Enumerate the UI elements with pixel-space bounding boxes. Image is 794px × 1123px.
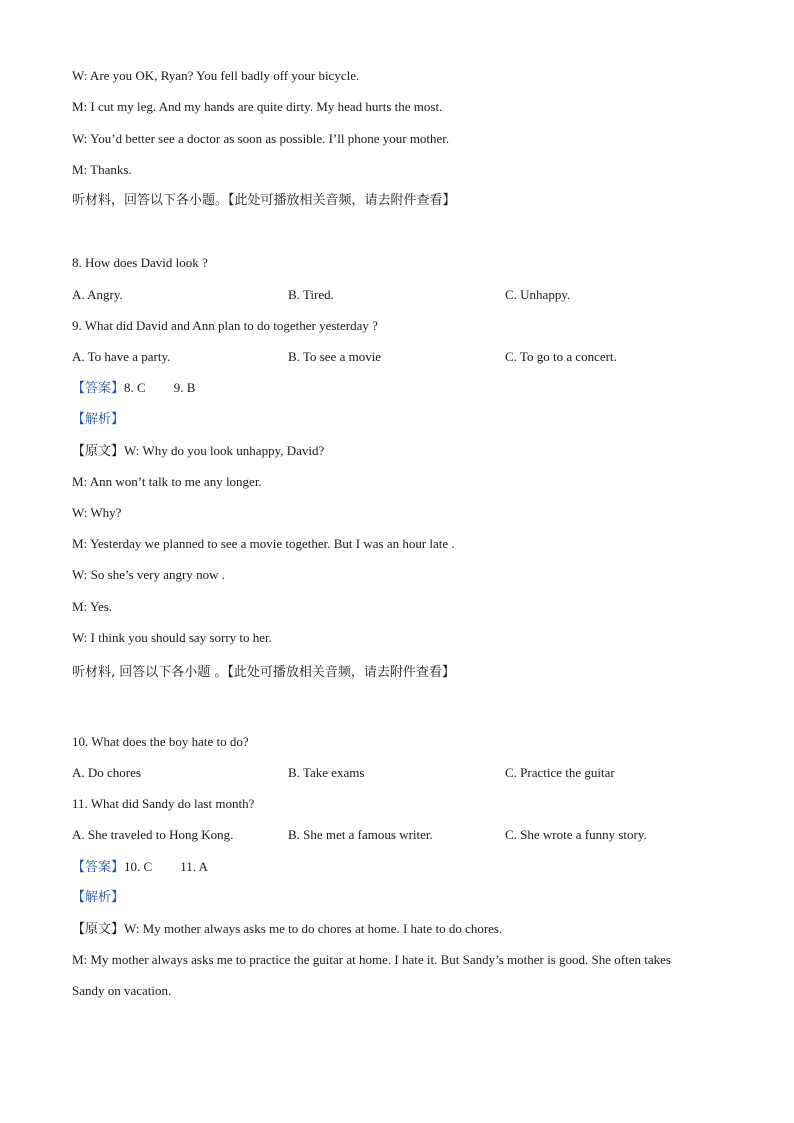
- q11-option-c: C. She wrote a funny story.: [505, 827, 647, 842]
- q9-option-b: B. To see a movie: [288, 349, 382, 364]
- dialogue-line: Sandy on vacation.: [72, 983, 172, 998]
- original-tag: 【原文】: [72, 922, 125, 937]
- dialogue-line: M: Yes.: [72, 599, 113, 614]
- q11-option-a: A. She traveled to Hong Kong.: [72, 827, 234, 842]
- answer-value: 11. A: [180, 859, 208, 874]
- question-11: 11. What did Sandy do last month?: [72, 796, 255, 811]
- dialogue-line: W: I think you should say sorry to her.: [72, 630, 272, 645]
- answer-row: [72, 859, 208, 876]
- original-tag: 【原文】: [72, 444, 125, 459]
- q8-option-c: C. Unhappy.: [505, 287, 571, 302]
- dialogue-line: W: Why do you look unhappy, David?: [124, 443, 325, 458]
- answer-value: 10. C: [124, 859, 153, 874]
- answer-tag: 【答案】: [72, 381, 125, 396]
- q9-option-c: C. To go to a concert.: [505, 349, 617, 364]
- listening-instruction: 听材料, 回答以下各小题 。【此处可播放相关音频，请去附件查看】: [72, 665, 455, 680]
- dialogue-line: M: Ann won’t talk to me any longer.: [72, 474, 262, 489]
- transcript-line: [72, 443, 324, 460]
- q11-option-b: B. She met a famous writer.: [288, 827, 433, 842]
- dialogue-line: M: Thanks.: [72, 162, 132, 177]
- answer-row: [72, 380, 195, 397]
- listening-instruction: 听材料，回答以下各小题。【此处可播放相关音频，请去附件查看】: [72, 193, 456, 208]
- dialogue-line: M: I cut my leg. And my hands are quite dirty. My head hurts the most.: [72, 99, 443, 114]
- dialogue-line: W: You’d better see a doctor as soon as possible. I’ll phone your mother.: [72, 131, 450, 146]
- analysis-tag: 【解析】: [72, 890, 125, 905]
- q8-option-a: A. Angry.: [72, 287, 123, 302]
- dialogue-line: W: Are you OK, Ryan? You fell badly off your bicycle.: [72, 68, 360, 83]
- q8-option-b: B. Tired.: [288, 287, 334, 302]
- dialogue-line: M: My mother always asks me to practice the guitar at home. I hate it. But Sandy’s mother is good. She often takes: [72, 952, 671, 967]
- question-8: 8. How does David look ?: [72, 255, 208, 270]
- analysis-tag: 【解析】: [72, 412, 125, 427]
- question-9: 9. What did David and Ann plan to do together yesterday ?: [72, 318, 378, 333]
- dialogue-line: W: My mother always asks me to do chores at home. I hate to do chores.: [124, 921, 503, 936]
- q9-option-a: A. To have a party.: [72, 349, 171, 364]
- dialogue-line: W: So she’s very angry now .: [72, 567, 225, 582]
- transcript-line: [72, 921, 502, 938]
- answer-tag: 【答案】: [72, 860, 125, 875]
- question-10: 10. What does the boy hate to do?: [72, 734, 249, 749]
- q10-option-a: A. Do chores: [72, 765, 141, 780]
- answer-value: 9. B: [173, 380, 196, 395]
- dialogue-line: W: Why?: [72, 505, 122, 520]
- answer-value: 8. C: [124, 380, 146, 395]
- q10-option-c: C. Practice the guitar: [505, 765, 615, 780]
- q10-option-b: B. Take exams: [288, 765, 365, 780]
- dialogue-line: M: Yesterday we planned to see a movie together. But I was an hour late .: [72, 536, 455, 551]
